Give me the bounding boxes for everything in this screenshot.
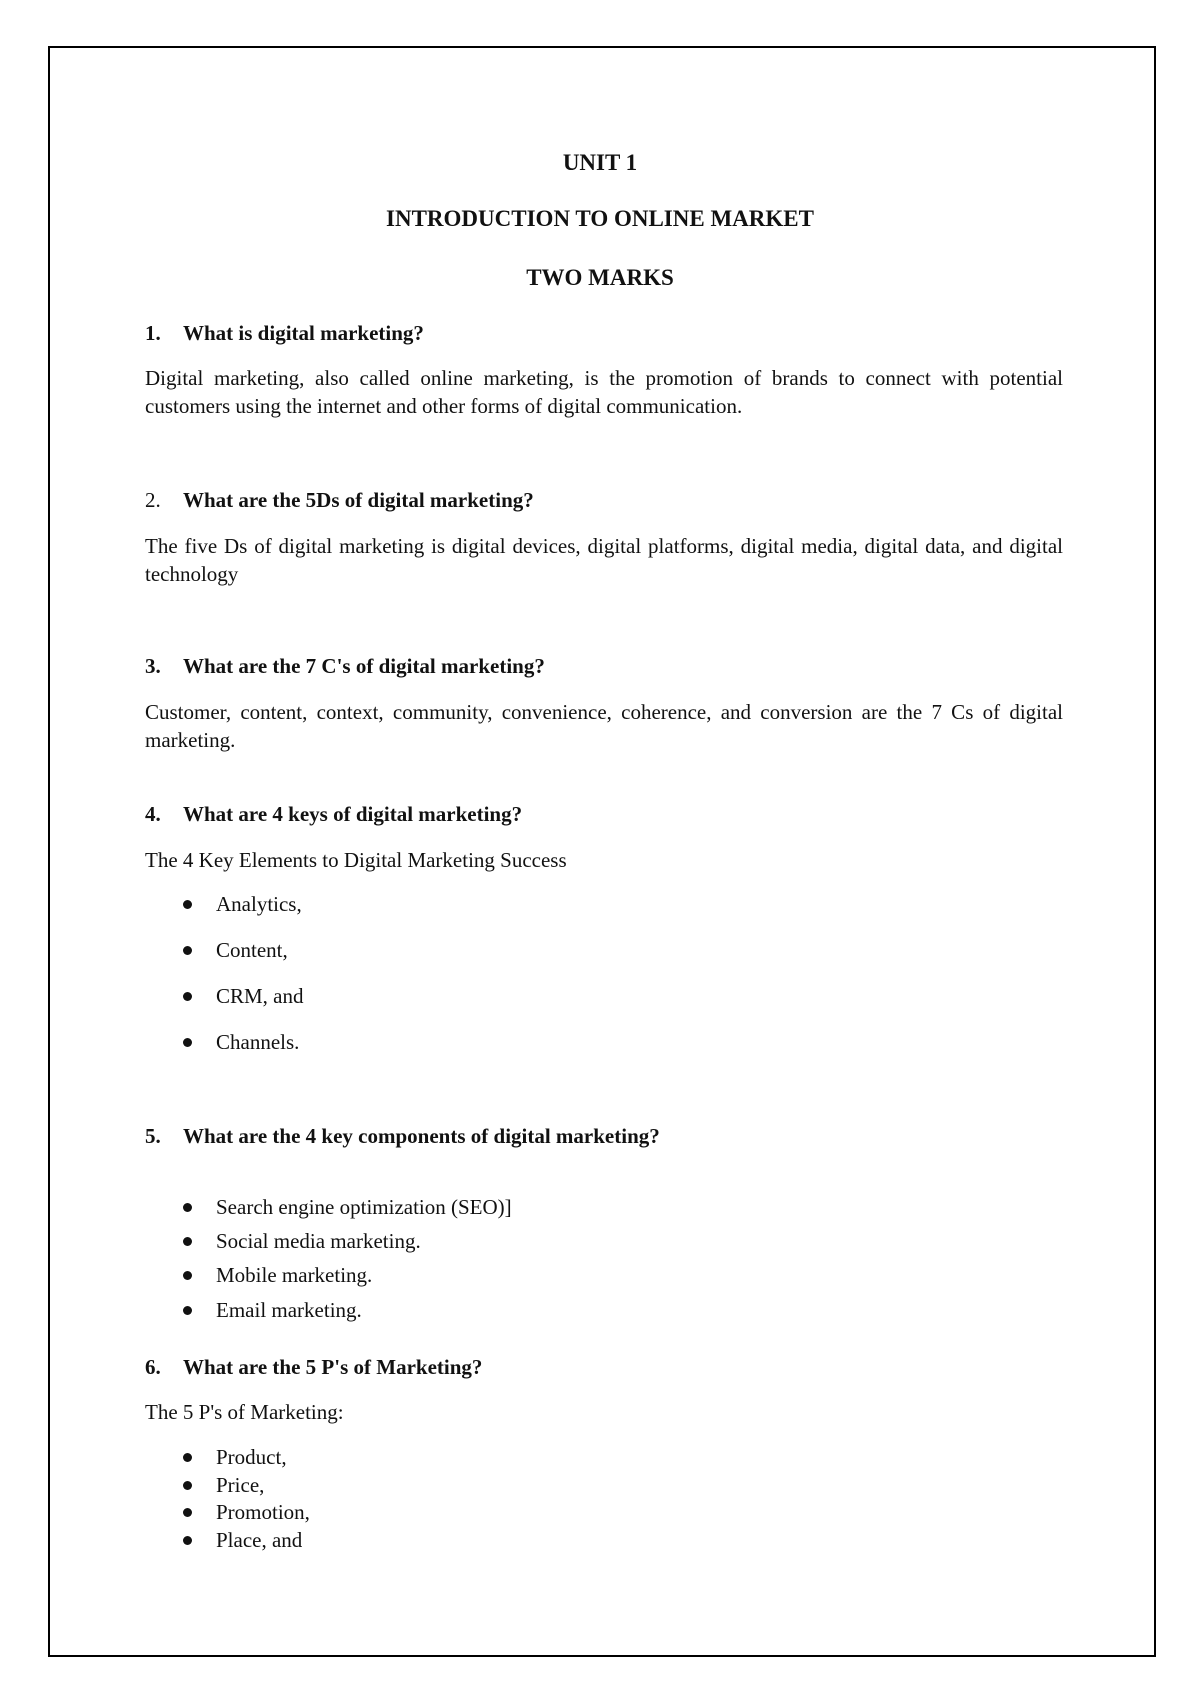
- question-text: What are the 5 P's of Marketing?: [183, 1355, 483, 1379]
- question-number: 3.: [145, 654, 161, 678]
- answer-1: Digital marketing, also called online marketing, is the promotion of brands to connect with potential customers using the internet and other forms of digital communication.: [145, 366, 1063, 418]
- list-item: Search engine optimization (SEO)]: [183, 1195, 512, 1220]
- question-text: What are the 4 key components of digital marketing?: [183, 1124, 660, 1148]
- bullet-icon: [183, 1237, 192, 1246]
- unit-heading: UNIT 1: [562, 150, 638, 175]
- question-6: [145, 1355, 482, 1380]
- question-2: [145, 488, 534, 513]
- list-item: Social media marketing.: [183, 1229, 421, 1254]
- list-item: Mobile marketing.: [183, 1263, 372, 1288]
- bullet-icon: [183, 900, 192, 909]
- question-number: 5.: [145, 1124, 161, 1148]
- answer-4: The 4 Key Elements to Digital Marketing Success: [145, 848, 567, 872]
- answer-2: The five Ds of digital marketing is digital devices, digital platforms, digital media, digital data, and digital technology: [145, 534, 1063, 586]
- list-item: Place, and: [183, 1528, 302, 1553]
- question-text: What is digital marketing?: [183, 321, 424, 345]
- bullet-icon: [183, 946, 192, 955]
- bullet-icon: [183, 1271, 192, 1280]
- question-3: [145, 654, 545, 679]
- list-item: Email marketing.: [183, 1298, 362, 1323]
- answer-3: Customer, content, context, community, convenience, coherence, and conversion are the 7 Cs of digital marketing.: [145, 700, 1063, 752]
- bullet-icon: [183, 992, 192, 1001]
- question-5: [145, 1124, 660, 1149]
- question-number: 4.: [145, 802, 161, 826]
- list-item: CRM, and: [183, 984, 304, 1009]
- bullet-icon: [183, 1038, 192, 1047]
- bullet-icon: [183, 1481, 192, 1490]
- question-1: [145, 321, 424, 346]
- question-text: What are the 5Ds of digital marketing?: [183, 488, 534, 512]
- list-item: Analytics,: [183, 892, 302, 917]
- question-text: What are the 7 C's of digital marketing?: [183, 654, 545, 678]
- bullet-icon: [183, 1203, 192, 1212]
- bullet-icon: [183, 1536, 192, 1545]
- bullet-icon: [183, 1306, 192, 1315]
- list-item: Channels.: [183, 1030, 299, 1055]
- bullet-icon: [183, 1508, 192, 1517]
- document-title: INTRODUCTION TO ONLINE MARKET: [386, 206, 814, 231]
- bullet-icon: [183, 1453, 192, 1462]
- answer-6: The 5 P's of Marketing:: [145, 1400, 344, 1424]
- list-item: Product,: [183, 1445, 287, 1470]
- question-text: What are 4 keys of digital marketing?: [183, 802, 523, 826]
- list-item: Price,: [183, 1473, 264, 1498]
- list-item: Content,: [183, 938, 288, 963]
- question-number: 6.: [145, 1355, 161, 1379]
- list-item: Promotion,: [183, 1500, 310, 1525]
- question-4: [145, 802, 522, 827]
- question-number: 1.: [145, 321, 161, 345]
- section-subtitle: TWO MARKS: [526, 265, 674, 290]
- question-number: 2.: [145, 488, 161, 512]
